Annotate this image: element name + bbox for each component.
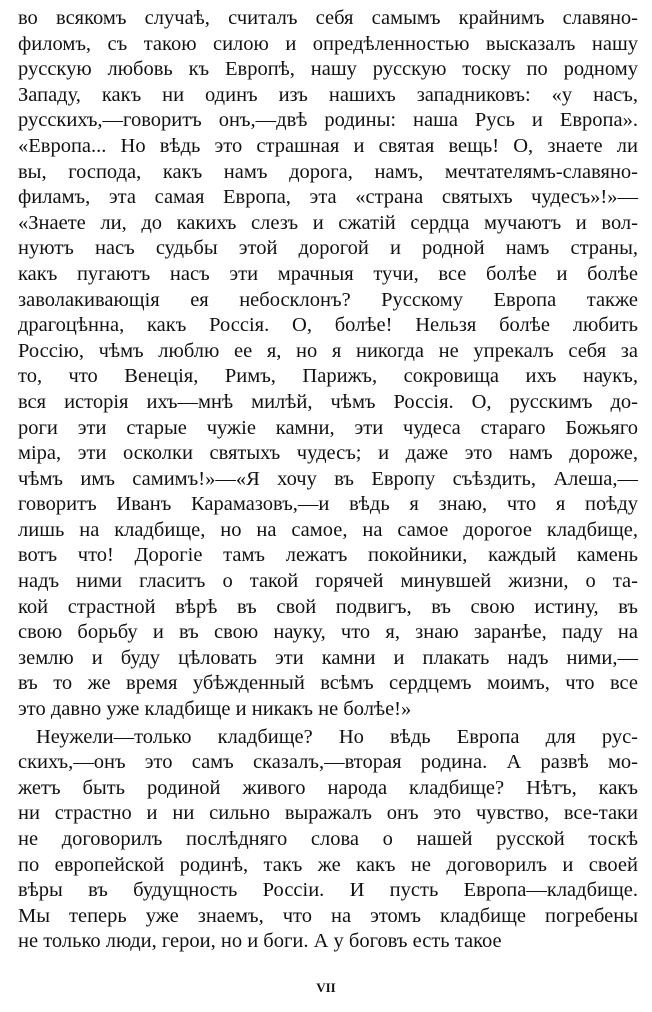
text-line: міра, эти осколки святыхъ чудесъ; и даже это намъ дороже, (18, 442, 638, 465)
text-line: филамъ, эта самая Европа, эта «страна святыхъ чудесъ»!»— (18, 186, 638, 209)
text-line: надъ ними гласитъ о такой горячей минувшей жизни, о та- (18, 570, 638, 593)
page-number: VII (316, 980, 336, 995)
text-line: скихъ,—онъ это самъ сказалъ,—вторая родина. А развѣ мо- (18, 751, 638, 774)
text-line: какъ пугаютъ насъ эти мрачныя тучи, все болѣе и болѣе (18, 262, 638, 285)
text-line: русскую любовь къ Европѣ, нашу русскую тоску по родному (18, 58, 638, 81)
page-body (18, 6, 638, 955)
text-line: то, что Венеція, Римъ, Парижъ, сокровища ихъ наукъ, (18, 365, 638, 388)
text-line: кой страстной вѣрѣ въ свой подвигъ, въ свою истину, въ (18, 595, 638, 618)
text-line: это давно уже кладбище и никакъ не болѣе!» (18, 698, 412, 721)
text-line: лишь на кладбище, но на самое, на самое дорогое кладбище, (18, 518, 638, 541)
text-line: не только люди, герои, но и боги. А у боговъ есть такое (18, 930, 502, 953)
text-line: «Знаете ли, до какихъ слезъ и сжатій сердца мучаютъ и вол- (18, 211, 638, 234)
text-line: землю и буду цѣловать эти камни и плакать надъ ними,— (18, 646, 638, 669)
text-line: роги эти старые чужіе камни, эти чудеса стараго Божьяго (18, 416, 638, 439)
text-line: Мы теперь уже знаемъ, что на этомъ кладбище погребены (18, 904, 638, 927)
text-line: Западу, какъ ни одинъ изъ нашихъ западниковъ: «у насъ, (18, 83, 638, 106)
text-line: вы, господа, какъ намъ дорога, намъ, мечтателямъ-славяно- (18, 160, 638, 183)
text-line: драгоцѣнна, какъ Россія. О, болѣе! Нельзя болѣе любить (18, 314, 638, 337)
text-line: свою борьбу и въ свою науку, что я, знаю заранѣе, паду на (18, 621, 638, 644)
text-line: русскихъ,—говоритъ онъ,—двѣ родины: наша Русь и Европа». (18, 109, 638, 132)
text-line: вотъ что! Дорогіе тамъ лежатъ покойники, каждый камень (18, 544, 638, 567)
text-line: нуютъ насъ судьбы этой дорогой и родной намъ страны, (18, 237, 638, 260)
text-line: «Европа... Но вѣдь это страшная и святая вещь! О, знаете ли (18, 134, 638, 157)
text-line: Неужели—только кладбище? Но вѣдь Европа для рус- (36, 725, 638, 748)
text-line: въ то же время убѣжденный всѣмъ сердцемъ моимъ, что все (18, 672, 638, 695)
text-line: Россію, чѣмъ люблю ее я, но я никогда не упрекалъ себя за (18, 339, 638, 362)
text-line: во всякомъ случаѣ, считалъ себя самымъ крайнимъ славяно- (18, 7, 638, 29)
text-line: филомъ, съ такою силою и опредѣленностью высказалъ нашу (18, 32, 638, 55)
text-line: говоритъ Иванъ Карамазовъ,—и вѣдь я знаю, что я поѣду (18, 493, 638, 516)
text-line: не договорилъ послѣдняго слова о нашей русской тоскѣ (18, 828, 638, 850)
text-line: по европейской родинѣ, такъ же какъ не договорилъ и своей (18, 853, 638, 876)
text-line: ни страстно и ни сильно выражалъ онъ это чувство, все-таки (18, 802, 638, 825)
text-line: жетъ быть родиной живого народа кладбище? Нѣтъ, какъ (18, 776, 638, 799)
text-line: чѣмъ имъ самимъ!»—«Я хочу въ Европу съѣздить, Алеша,— (18, 467, 638, 490)
text-line: вѣры въ будущность Россіи. И пусть Европа—кладбище. (18, 879, 638, 902)
paragraph-2 (18, 725, 638, 955)
paragraph-1 (18, 6, 638, 723)
text-line: заволакивающія ея небосклонъ? Русскому Европа также (18, 288, 638, 311)
text-line: вся исторія ихъ—мнѣ милѣй, чѣмъ Россія. О, русскимъ до- (18, 390, 638, 413)
